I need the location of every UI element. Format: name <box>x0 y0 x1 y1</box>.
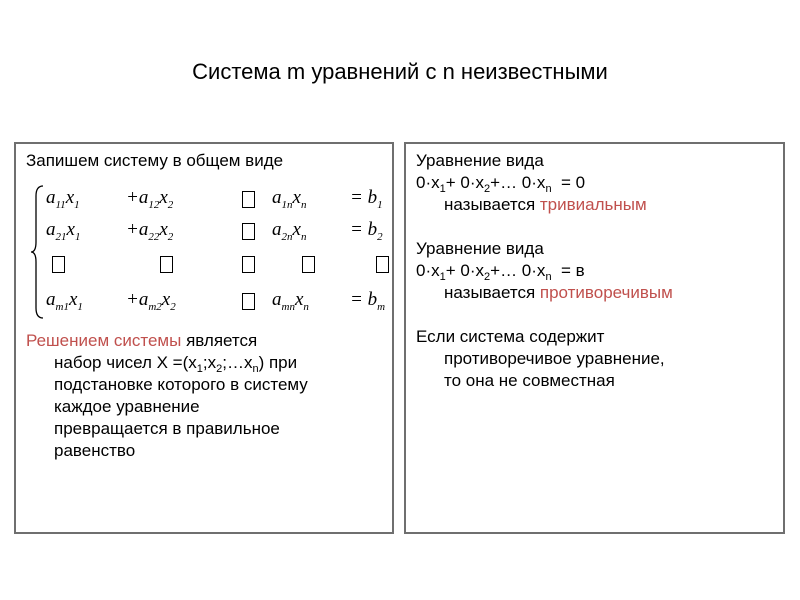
solution-line-1: Решением системы является <box>26 331 258 350</box>
term-am1x1: $a_{m1}x_1$ <box>46 289 83 313</box>
eq1-label: Уравнение вида <box>416 151 544 170</box>
slide-title: Система m уравнений с n неизвестными <box>192 59 608 84</box>
if-line-2: противоречивое уравнение, <box>444 349 665 368</box>
eq2-label: Уравнение вида <box>416 239 544 258</box>
term-amnxn: $a_{mn}x_n$ <box>272 289 309 313</box>
trivial-equation: $0\cdot x_1+$ $0\cdot x_2+\dots$ $0\cdot x_n = 0$ <box>416 173 586 195</box>
solution-line-6: равенство <box>54 441 136 460</box>
solution-definition <box>26 330 386 462</box>
solution-line-2: набор чисел $X =(x_1;x_2;\dots x_n)$ при <box>54 353 298 375</box>
term-bm: = $b_m$ <box>350 289 386 313</box>
contradictory-equation: $0\cdot x_1+$ $0\cdot x_2+\dots$ $0\cdot x_n = в$ <box>416 261 585 283</box>
placeholder-box <box>52 256 65 273</box>
term-a1nxn: $a_{1n}x_n$ <box>272 187 307 211</box>
trivial-called: называется тривиальным <box>444 195 647 214</box>
term-a2nxn: $a_{2n}x_n$ <box>272 219 307 243</box>
left-brace-icon <box>30 184 44 320</box>
left-heading: Запишем систему в общем виде <box>26 151 284 170</box>
placeholder-box <box>242 256 255 273</box>
term-b2: = $b_2$ <box>350 219 383 243</box>
equation-system <box>30 184 392 320</box>
placeholder-box <box>376 256 389 273</box>
right-content <box>416 150 776 392</box>
contradictory-called: называется противоречивым <box>444 283 673 302</box>
term-a22x2: $+a_{22}x_2$ <box>126 219 174 243</box>
solution-line-4: каждое уравнение <box>54 397 200 416</box>
placeholder-box <box>242 293 255 310</box>
left-panel <box>14 142 394 534</box>
if-line-1: Если система содержит <box>416 327 605 346</box>
placeholder-box <box>242 223 255 240</box>
contradictory-term: противоречивым <box>539 283 673 302</box>
placeholder-box <box>160 256 173 273</box>
trivial-term: тривиальным <box>539 195 647 214</box>
placeholder-box <box>302 256 315 273</box>
term-a11x1: $a_{11}x_1$ <box>46 187 80 211</box>
term-a21x1: $a_{21}x_1$ <box>46 219 81 243</box>
placeholder-box <box>242 191 255 208</box>
term-b1: = $b_1$ <box>350 187 383 211</box>
solution-line-5: превращается в правильное <box>54 419 280 438</box>
term-am2x2: $+a_{m2}x_2$ <box>126 289 176 313</box>
right-panel <box>404 142 785 534</box>
if-line-3: то она не совместная <box>444 371 615 390</box>
term-a12x2: $+a_{12}x_2$ <box>126 187 174 211</box>
solution-line-3: подстановке которого в систему <box>54 375 308 394</box>
solution-term: Решением системы <box>26 331 182 350</box>
